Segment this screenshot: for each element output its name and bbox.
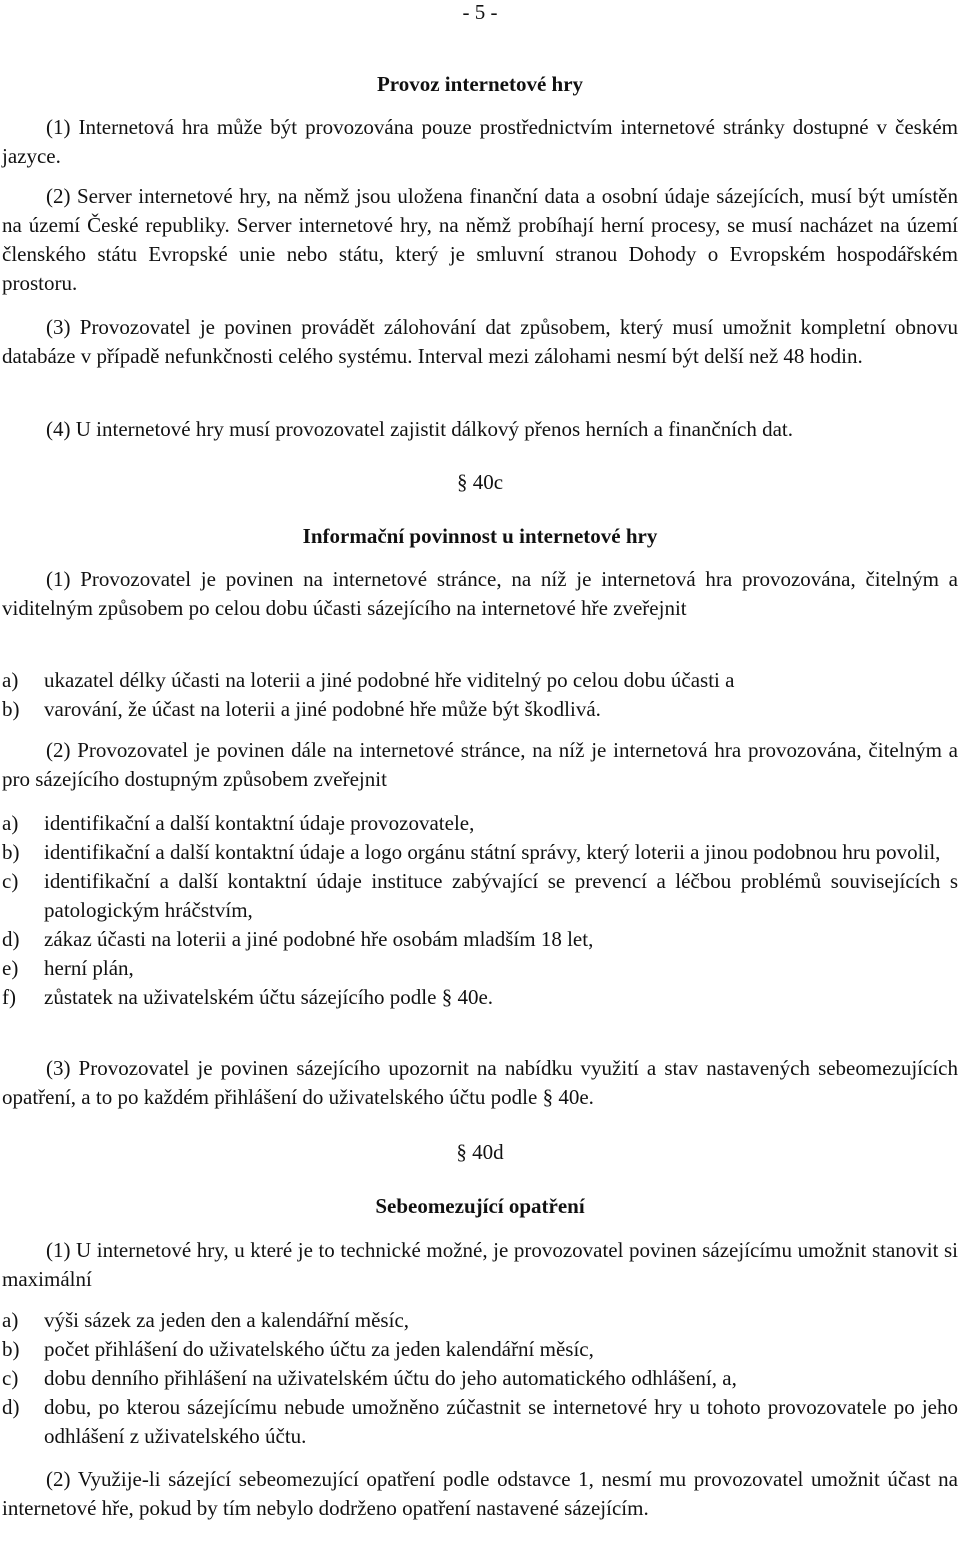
section-mark-40d: § 40d — [456, 1140, 504, 1164]
list-item — [2, 983, 958, 1012]
list-text: výši sázek za jeden den a kalendářní měsíc, — [44, 1308, 410, 1332]
list-item — [2, 838, 958, 867]
list-text: dobu denního přihlášení na uživatelském účtu do jeho automatického odhlášení, a, — [44, 1366, 737, 1390]
section-mark-40c: § 40c — [456, 470, 504, 494]
list-40c-1 — [2, 666, 958, 724]
list-item — [2, 666, 958, 695]
list-text: identifikační a další kontaktní údaje instituce zabývající se prevencí a léčbou problémů souvisejících s patologickým hráčstvím, — [44, 869, 958, 922]
list-letter: a) — [2, 1308, 19, 1332]
list-letter: f) — [2, 985, 16, 1009]
paragraph-a4: (4) U internetové hry musí provozovatel zajistit dálkový přenos herních a finančních dat. — [46, 417, 794, 441]
list-item — [2, 1364, 958, 1393]
list-text: zůstatek na uživatelském účtu sázejícího podle § 40e. — [44, 985, 494, 1009]
page-number: - 5 - — [462, 0, 498, 24]
paragraph-40d-2: (2) Využije-li sázející sebeomezující opatření podle odstavce 1, nesmí mu provozovatel umožnit účast na internetové hře, pokud by tím nebylo dodrženo opatření nastavené sázejícím. — [2, 1467, 958, 1520]
list-item — [2, 695, 958, 724]
list-text: zákaz účasti na loterii a jiné podobné hře osobám mladším 18 let, — [44, 927, 594, 951]
list-letter: a) — [2, 811, 19, 835]
list-letter: d) — [2, 927, 20, 951]
list-text: dobu, po kterou sázejícímu nebude umožněno zúčastnit se internetové hry u tohoto provozovatele po jeho odhlášení z uživatelského účtu. — [44, 1395, 958, 1448]
paragraph-a3: (3) Provozovatel je povinen provádět zálohování dat způsobem, který musí umožnit kompletní obnovu databáze v případě nefunkčnosti celého systému. Interval mezi zálohami nesmí být delší než 48 hodin. — [2, 315, 958, 368]
list-item — [2, 1393, 958, 1451]
list-40c-2 — [2, 809, 958, 1012]
paragraph-40c-2: (2) Provozovatel je povinen dále na internetové stránce, na níž je internetová hra provozována, čitelným a pro sázejícího dostupným způsobem zveřejnit — [2, 738, 958, 791]
list-letter: c) — [2, 1366, 19, 1390]
section-heading-40c: Informační povinnost u internetové hry — [302, 524, 658, 548]
list-item — [2, 1306, 958, 1335]
list-text: herní plán, — [44, 956, 134, 980]
list-item — [2, 1335, 958, 1364]
list-letter: d) — [2, 1395, 20, 1419]
paragraph-40d-1: (1) U internetové hry, u které je to technické možné, je provozovatel povinen sázejícímu umožnit stanovit si maximální — [2, 1238, 958, 1291]
list-text: identifikační a další kontaktní údaje a logo orgánu státní správy, který loterii a jinou podobnou hru povolil, — [44, 840, 941, 864]
list-text: ukazatel délky účasti na loterii a jiné podobné hře viditelný po celou dobu účasti a — [44, 668, 735, 692]
list-item — [2, 809, 958, 838]
list-letter: e) — [2, 956, 19, 980]
list-item — [2, 954, 958, 983]
list-text: varování, že účast na loterii a jiné podobné hře může být škodlivá. — [44, 697, 601, 721]
list-letter: b) — [2, 1337, 20, 1361]
list-item — [2, 925, 958, 954]
list-40d-1 — [2, 1306, 958, 1451]
paragraph-a2: (2) Server internetové hry, na němž jsou uložena finanční data a osobní údaje sázejících, musí být umístěn na území České republiky. Server internetové hry, na němž probíhají herní procesy, se musí nacházet na území členského státu Evropské unie nebo státu, který je smluvní stranou Dohody o Evropském hospodářském prostoru. — [2, 184, 958, 295]
paragraph-a1: (1) Internetová hra může být provozována pouze prostřednictvím internetové stránky dostupné v českém jazyce. — [2, 115, 958, 168]
list-text: počet přihlášení do uživatelského účtu za jeden kalendářní měsíc, — [44, 1337, 594, 1361]
section-heading-provoz: Provoz internetové hry — [376, 72, 584, 96]
section-heading-40d: Sebeomezující opatření — [375, 1194, 585, 1218]
list-letter: b) — [2, 697, 20, 721]
paragraph-40c-3: (3) Provozovatel je povinen sázejícího upozornit na nabídku využití a stav nastavených sebeomezujících opatření, a to po každém přihlášení do uživatelského účtu podle § 40e. — [2, 1056, 958, 1109]
paragraph-40c-1: (1) Provozovatel je povinen na internetové stránce, na níž je internetová hra provozována, čitelným a viditelným způsobem po celou dobu účasti sázejícího na internetové hře zveřejnit — [2, 567, 958, 620]
list-letter: c) — [2, 869, 19, 893]
list-item — [2, 867, 958, 925]
list-letter: a) — [2, 668, 19, 692]
list-text: identifikační a další kontaktní údaje provozovatele, — [44, 811, 475, 835]
list-letter: b) — [2, 840, 20, 864]
